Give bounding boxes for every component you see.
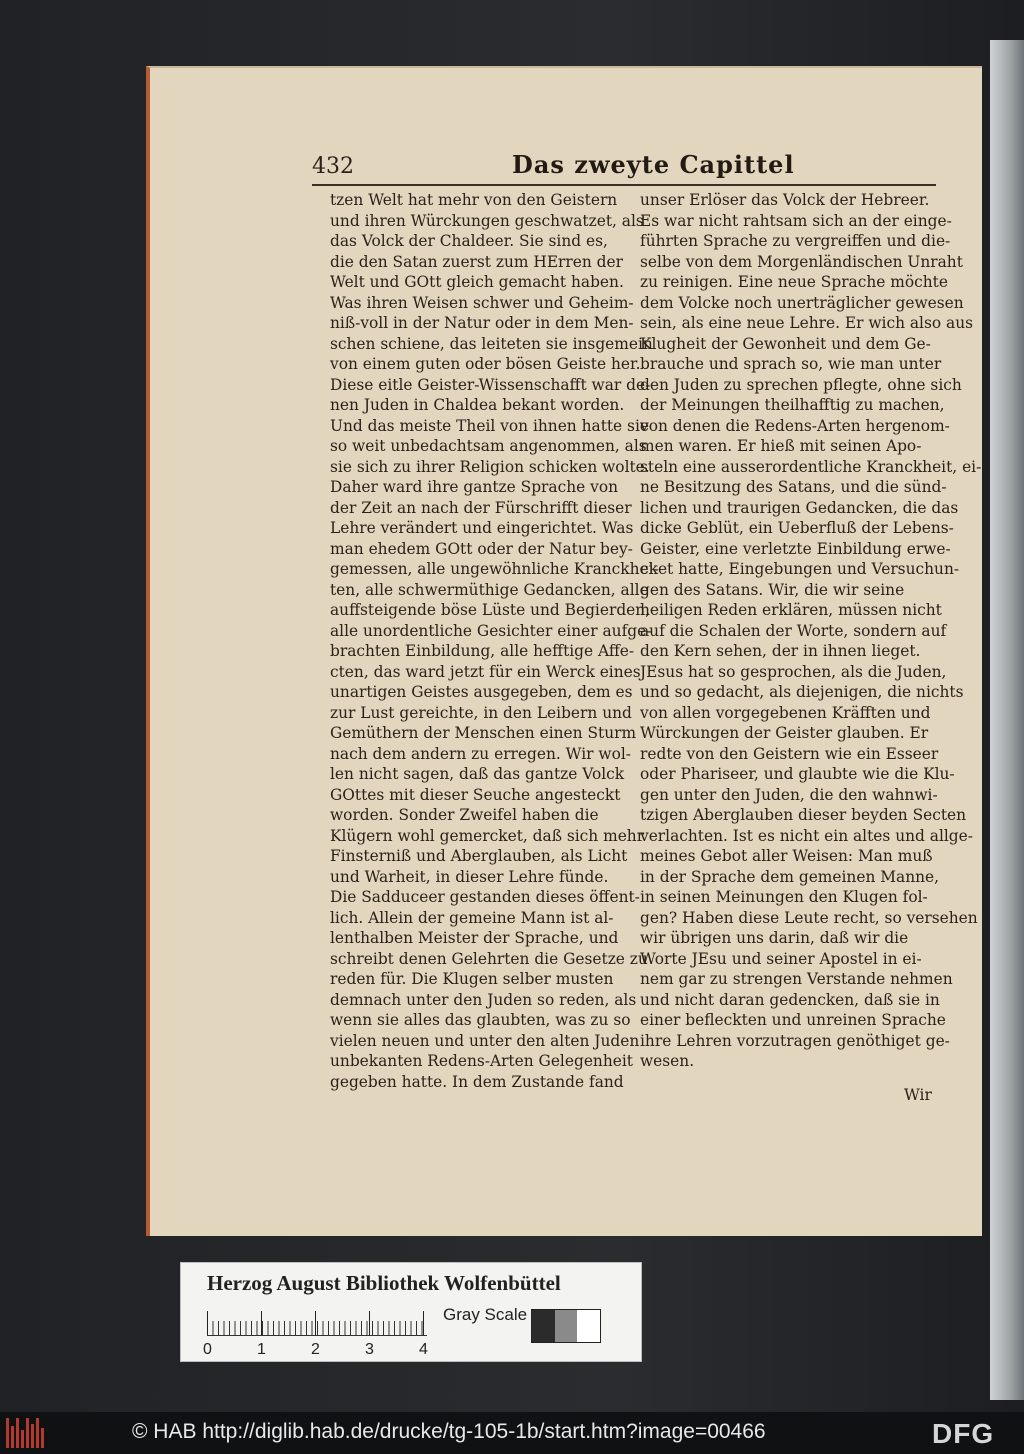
text-line: reden für. Die Klugen selber musten	[330, 970, 614, 988]
ruler-label: 1	[257, 1341, 266, 1358]
text-line: gen? Haben diese Leute recht, so versehen	[640, 908, 978, 927]
text-line: Geister, eine verletzte Einbildung erwe-	[640, 539, 951, 558]
text-line: auf die Schalen der Worte, sondern auf	[640, 621, 947, 640]
text-line: führten Sprache zu vergreiffen und die-	[640, 232, 951, 250]
text-line: Worte JEsu und seiner Apostel in ei-	[640, 949, 922, 968]
text-line: sie sich zu ihrer Religion schicken wolte.	[330, 457, 650, 476]
text-line: schen schiene, das leiteten sie insgemein	[330, 334, 653, 353]
ruler-label: 0	[203, 1341, 212, 1358]
text-line: brauche und sprach so, wie man unter	[640, 355, 942, 373]
text-line: lichen und traurigen Gedancken, die das	[640, 498, 959, 517]
text-line: den Kern sehen, der in ihnen lieget.	[640, 642, 921, 660]
text-line: zu reinigen. Eine neue Sprache möchte	[640, 273, 948, 291]
text-line: in seinen Meinungen den Klugen fol-	[640, 888, 928, 906]
text-line: vielen neuen und unter den alten Juden	[330, 1031, 640, 1050]
text-line: Die Sadduceer gestanden dieses öffent-	[330, 888, 640, 906]
ruler-major-tick	[207, 1311, 208, 1335]
text-line: Es war nicht rahtsam sich an der einge-	[640, 211, 952, 230]
text-line: wesen.	[640, 1052, 695, 1070]
text-line: steln eine ausserordentliche Kranckheit, ei-	[640, 457, 982, 476]
text-line: wir übrigen uns darin, daß wir die	[640, 929, 909, 947]
text-line: redte von den Geistern wie ein Esseer	[640, 744, 939, 763]
text-line: der Zeit an nach der Fürschrifft dieser	[330, 498, 632, 517]
text-line: gegeben hatte. In dem Zustande fand	[330, 1072, 624, 1091]
centimeter-ruler	[207, 1311, 427, 1336]
ruler-major-tick	[423, 1311, 424, 1335]
gray-scale-label: Gray Scale	[443, 1305, 528, 1324]
catchword: Wir	[904, 1086, 932, 1104]
text-line: gemessen, alle ungewöhnliche Kranckhei-	[330, 560, 659, 578]
ruler-major-tick	[261, 1311, 262, 1335]
text-line: ne Besitzung des Satans, und die sünd-	[640, 478, 947, 496]
text-line: ten, alle schwermüthige Gedancken, alle	[330, 580, 649, 599]
text-line: demnach unter den Juden so reden, als	[330, 990, 637, 1009]
text-line: von denen die Redens-Arten hergenom-	[640, 416, 950, 435]
text-line: dicke Geblüt, ein Ueberfluß der Lebens-	[640, 519, 954, 537]
text-line: gen des Satans. Wir, die wir seine	[640, 580, 905, 599]
text-line: das Volck der Chaldeer. Sie sind es,	[330, 232, 608, 250]
text-line: schreibt denen Gelehrten die Gesetze zu	[330, 949, 648, 968]
text-line: zur Lust gereichte, in den Leibern und	[330, 703, 632, 722]
text-line: verlachten. Ist es nicht ein altes und allge-	[640, 826, 973, 845]
left-text-column	[330, 190, 659, 1092]
text-line: Klugheit der Gewonheit und dem Ge-	[640, 334, 931, 353]
text-line: meines Gebot aller Weisen: Man muß	[640, 847, 933, 865]
gray-scale-swatches	[531, 1309, 601, 1343]
text-line: von allen vorgegebenen Kräfften und	[640, 703, 931, 722]
viewer-footer	[0, 1412, 1024, 1454]
text-line: sein, als eine neue Lehre. Er wich also aus	[640, 314, 974, 332]
text-line: Finsterniß und Aberglauben, als Licht	[330, 847, 628, 865]
text-line: gen unter den Juden, die den wahnwi-	[640, 785, 938, 804]
text-line: einer befleckten und unreinen Sprache	[640, 1011, 946, 1029]
text-line: selbe von dem Morgenländischen Unraht	[640, 252, 963, 271]
ruler-label: 3	[365, 1341, 374, 1358]
text-line: den Juden zu sprechen pflegte, ohne sich	[640, 375, 962, 394]
gray-swatch-mid	[555, 1310, 578, 1342]
text-line: unbekanten Redens-Arten Gelegenheit	[330, 1052, 633, 1070]
text-line: nach dem andern zu erregen. Wir wol-	[330, 744, 631, 763]
text-line: die den Satan zuerst zum HErren der	[330, 252, 623, 271]
text-line: Was ihren Weisen schwer und Geheim-	[330, 293, 634, 312]
text-line: und nicht daran gedencken, daß sie in	[640, 990, 940, 1009]
ruler-major-tick	[369, 1311, 370, 1335]
text-line: Daher ward ihre gantze Sprache von	[330, 478, 618, 496]
text-line: unser Erlöser das Volck der Hebreer.	[640, 191, 930, 209]
text-line: dem Volcke noch unerträglicher gewesen	[640, 293, 964, 312]
text-line: nem gar zu strengen Verstande nehmen	[640, 970, 953, 988]
source-url[interactable]: © HAB http://diglib.hab.de/drucke/tg-105-1b/start.htm?image=00466	[132, 1420, 766, 1443]
text-line: men waren. Er hieß mit seinen Apo-	[640, 437, 922, 455]
ruler-label: 2	[311, 1341, 320, 1358]
hab-barcode-logo-icon	[6, 1418, 46, 1448]
text-line: Gemüthern der Menschen einen Sturm	[330, 724, 637, 742]
color-scale-card	[180, 1262, 642, 1362]
text-line: ihre Lehren vorzutragen genöthiget ge-	[640, 1031, 950, 1050]
text-line: alle unordentliche Gesichter einer aufge-	[330, 621, 652, 640]
text-line: in der Sprache dem gemeinen Manne,	[640, 867, 940, 886]
text-line: GOttes mit dieser Seuche angesteckt	[330, 785, 621, 804]
page-number: 432	[312, 154, 354, 179]
text-line: lenthalben Meister der Sprache, und	[330, 929, 619, 947]
text-line: brachten Einbildung, alle hefftige Affe-	[330, 642, 635, 660]
text-line: wenn sie alles das glaubten, was zu so	[330, 1011, 631, 1029]
ruler-label: 4	[419, 1341, 428, 1358]
gray-swatch-white	[577, 1310, 600, 1342]
right-text-column	[640, 190, 982, 1072]
text-line: heiligen Reden erklären, müssen nicht	[640, 601, 942, 619]
text-line: man ehedem GOtt oder der Natur bey-	[330, 539, 633, 558]
text-line: oder Phariseer, und glaubte wie die Klu-	[640, 765, 955, 783]
text-line: len nicht sagen, daß das gantze Volck	[330, 765, 625, 783]
header-rule	[312, 184, 936, 186]
text-line: auffsteigende böse Lüste und Begierden,	[330, 601, 651, 619]
ruler-major-tick	[315, 1311, 316, 1335]
text-line: niß-voll in der Natur oder in dem Men-	[330, 314, 634, 332]
text-line: JEsus hat so gesprochen, als die Juden,	[640, 662, 947, 681]
text-line: und Warheit, in dieser Lehre fünde.	[330, 867, 609, 886]
text-line: und ihren Würckungen geschwatzet, als	[330, 211, 644, 230]
text-line: cten, das ward jetzt für ein Werck eines	[330, 662, 641, 681]
text-line: und so gedacht, als diejenigen, die nichts	[640, 683, 964, 701]
adjacent-page-edge	[990, 40, 1024, 1400]
text-line: Diese eitle Geister-Wissenschafft war de-	[330, 375, 651, 394]
gray-swatch-dark	[532, 1310, 555, 1342]
running-title: Das zweyte Capittel	[512, 150, 795, 179]
dfg-logo: DFG	[932, 1418, 995, 1449]
text-line: nen Juden in Chaldea bekant worden.	[330, 396, 625, 414]
text-line: lich. Allein der gemeine Mann ist al-	[330, 908, 614, 927]
library-name: Herzog August Bibliothek Wolfenbüttel	[207, 1271, 561, 1295]
text-line: Klügern wohl gemercket, daß sich mehr	[330, 826, 645, 845]
text-line: Und das meiste Theil von ihnen hatte sie	[330, 416, 649, 435]
text-line: so weit unbedachtsam angenommen, als	[330, 437, 647, 455]
text-line: cket hatte, Eingebungen und Versuchun-	[640, 560, 960, 578]
text-line: tzigen Aberglauben dieser beyden Secten	[640, 806, 967, 824]
text-line: Würckungen der Geister glauben. Er	[640, 724, 929, 742]
text-line: unartigen Geistes ausgegeben, dem es	[330, 683, 633, 701]
text-line: tzen Welt hat mehr von den Geistern	[330, 191, 618, 209]
text-line: der Meinungen theilhafftig zu machen,	[640, 396, 945, 414]
text-line: Welt und GOtt gleich gemacht haben.	[330, 273, 624, 291]
text-line: worden. Sonder Zweifel haben die	[330, 806, 599, 824]
text-line: Lehre verändert und eingerichtet. Was	[330, 519, 634, 537]
text-line: von einem guten oder bösen Geiste her.	[330, 355, 641, 373]
